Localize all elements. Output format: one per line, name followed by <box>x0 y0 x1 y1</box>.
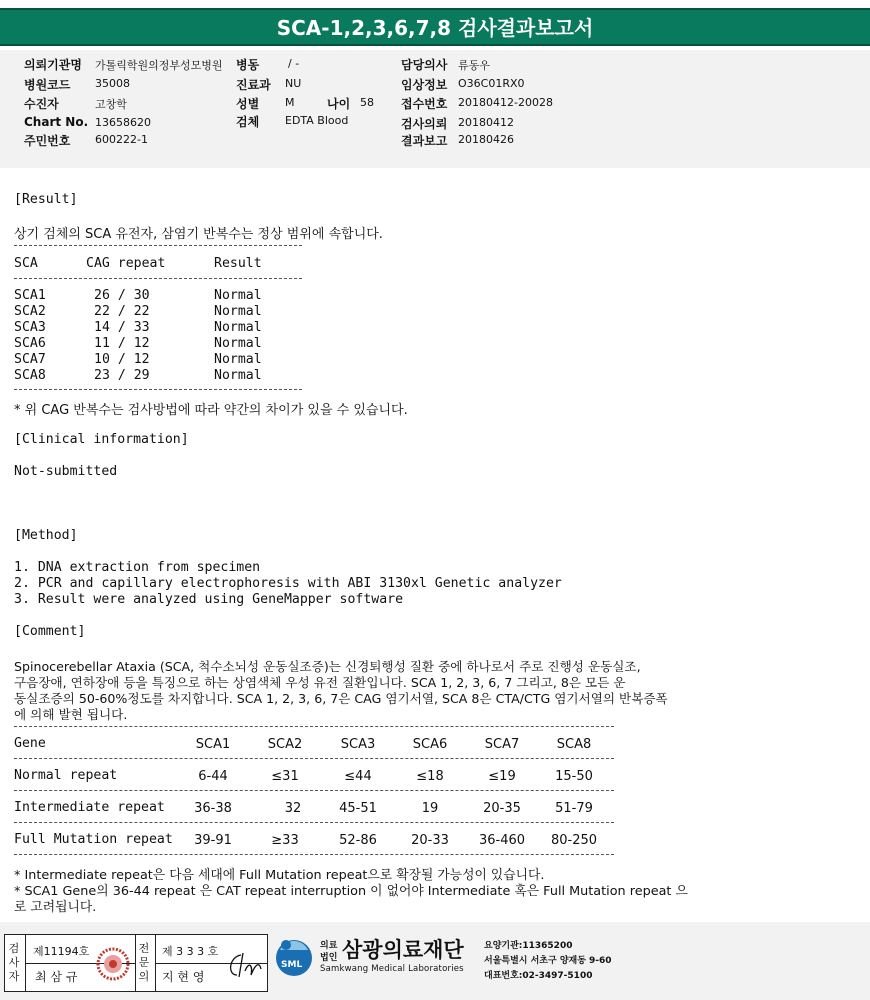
patient-label: 수진자 <box>24 97 59 111</box>
comment-line: 동실조증의 50-60%정도를 차지합니다. SCA 1, 2, 3, 6, 7은 CAG 염기서열, SCA 8은 CTA/CTG 염기서열의 반복증폭 <box>14 691 668 706</box>
result-header-result: Result <box>214 256 262 271</box>
result-status: Normal <box>214 352 262 367</box>
doctor-value: 류동우 <box>458 59 490 72</box>
repeat-value: 51-79 <box>555 801 593 816</box>
repeat-value: ≥33 <box>271 833 299 848</box>
id-value: 600222-1 <box>95 133 148 146</box>
specialist-license: 제 3 3 3 호 <box>162 945 219 958</box>
result-cag: 26 / 30 <box>94 288 150 303</box>
repeat-value: 19 <box>421 801 439 816</box>
request-date-label: 검사의뢰 <box>401 117 448 131</box>
receipt-value: 20180412-20028 <box>458 96 553 109</box>
report-date-value: 20180426 <box>458 133 514 146</box>
result-status: Normal <box>214 336 262 351</box>
clinical-text: Not-submitted <box>14 464 118 479</box>
gene-header-sca2: SCA2 <box>267 737 303 752</box>
hospital-code-value: 35008 <box>95 77 130 90</box>
sml-logo-icon <box>272 934 316 980</box>
result-cag: 14 / 33 <box>94 320 150 335</box>
gene-header-sca1: SCA1 <box>195 737 231 752</box>
comment-note: 로 고려됩니다. <box>14 900 97 915</box>
clinical-info-label: 임상정보 <box>401 78 448 92</box>
repeat-value: 36-38 <box>194 801 232 816</box>
org-prefix-bottom: 법인 <box>320 953 338 963</box>
specimen-label: 검체 <box>236 115 260 129</box>
divider <box>14 790 614 791</box>
result-status: Normal <box>214 320 262 335</box>
comment-note: * Intermediate repeat은 다음 세대에 Full Mutation repeat으로 확장될 가능성이 있습니다. <box>14 868 545 883</box>
contact-code: 요양기관:11365200 <box>484 941 573 951</box>
result-sca: SCA2 <box>14 304 46 319</box>
repeat-value: ≤19 <box>488 769 516 784</box>
repeat-value: 32 <box>284 801 302 816</box>
gene-header-sca6: SCA6 <box>412 737 448 752</box>
repeat-value: 6-44 <box>198 769 228 784</box>
result-note: * 위 CAG 반복수는 검사방법에 따라 약간의 차이가 있을 수 있습니다. <box>14 403 408 418</box>
org-english-name: Samkwang Medical Laboratories <box>320 964 464 974</box>
result-cag: 23 / 29 <box>94 368 150 383</box>
repeat-value: 80-250 <box>550 833 598 848</box>
repeat-row-label: Intermediate repeat <box>14 800 165 815</box>
chart-value: 13658620 <box>95 116 151 129</box>
clinical-heading: [Clinical information] <box>14 432 189 447</box>
repeat-value: ≤31 <box>271 769 299 784</box>
result-cag: 22 / 22 <box>94 304 150 319</box>
result-cag: 10 / 12 <box>94 352 150 367</box>
comment-heading: [Comment] <box>14 624 86 639</box>
requester-label: 의뢰기관명 <box>24 58 82 72</box>
result-header-sca: SCA <box>14 256 38 271</box>
hospital-code-label: 병원코드 <box>24 78 71 92</box>
comment-note: * SCA1 Gene의 36-44 repeat 은 CAT repeat interruption 이 없어야 Intermediate 혹은 Full Mutation repeat 으 <box>14 884 688 899</box>
method-item: 2. PCR and capillary electrophoresis with ABI 3130xl Genetic analyzer <box>14 576 562 591</box>
signature-icon <box>223 949 263 981</box>
gene-header: Gene <box>14 736 46 751</box>
clinical-info-value: O36C01RX0 <box>458 77 525 90</box>
result-status: Normal <box>214 288 262 303</box>
gene-header-sca7: SCA7 <box>484 737 520 752</box>
id-label: 주민번호 <box>24 134 71 148</box>
result-status: Normal <box>214 304 262 319</box>
result-sca: SCA6 <box>14 336 46 351</box>
comment-line: 에 의해 발현 됩니다. <box>14 707 128 722</box>
seal-stamp-icon <box>95 945 131 983</box>
divider <box>14 854 614 855</box>
method-item: 1. DNA extraction from specimen <box>14 560 261 575</box>
gene-header-sca3: SCA3 <box>340 737 376 752</box>
result-status: Normal <box>214 368 262 383</box>
ward-value: / - <box>288 57 300 70</box>
repeat-value: 36-460 <box>478 833 526 848</box>
org-name: 삼광의료재단 <box>342 938 464 962</box>
divider <box>14 245 302 246</box>
result-heading: [Result] <box>14 192 78 207</box>
ward-label: 병동 <box>236 58 260 72</box>
org-prefix-top: 의료 <box>320 941 338 951</box>
repeat-value: 15-50 <box>555 769 593 784</box>
result-sca: SCA3 <box>14 320 46 335</box>
result-sca: SCA8 <box>14 368 46 383</box>
doctor-label: 담당의사 <box>401 58 448 72</box>
chart-label: Chart No. <box>24 115 89 129</box>
dept-label: 진료과 <box>236 78 271 92</box>
receipt-label: 접수번호 <box>401 97 448 111</box>
repeat-value: 20-35 <box>483 801 521 816</box>
age-label: 나이 <box>327 97 351 111</box>
patient-value: 고창학 <box>95 98 127 111</box>
specimen-value: EDTA Blood <box>285 114 349 127</box>
repeat-value: 20-33 <box>411 833 449 848</box>
repeat-value: ≤44 <box>344 769 372 784</box>
sex-value: M <box>285 96 295 109</box>
divider <box>14 726 614 727</box>
examiner-vertical-label: 검사자 <box>8 942 20 983</box>
requester-value: 가톨릭학원의정부성모병원 <box>95 59 223 72</box>
divider <box>135 935 136 991</box>
contact-address: 서울특별시 서초구 양재동 9-60 <box>484 956 612 966</box>
comment-line: Spinocerebellar Ataxia (SCA, 척수소뇌성 운동실조증)는 신경퇴행성 질환 중에 하나로서 주로 진행성 운동실조, <box>14 659 641 674</box>
sex-label: 성별 <box>236 97 260 111</box>
method-heading: [Method] <box>14 528 78 543</box>
method-item: 3. Result were analyzed using GeneMapper software <box>14 592 404 607</box>
divider <box>14 822 614 823</box>
logo-text: SML <box>281 960 303 970</box>
examiner-license: 제11194호 <box>33 945 90 958</box>
repeat-value: ≤18 <box>416 769 444 784</box>
examiner-name: 최 삼 규 <box>35 970 78 984</box>
result-summary: 상기 검체의 SCA 유전자, 삼염기 반복수는 정상 범위에 속합니다. <box>14 227 383 242</box>
report-title: SCA-1,2,3,6,7,8 검사결과보고서 <box>0 8 870 46</box>
age-value: 58 <box>360 96 374 109</box>
repeat-row-label: Full Mutation repeat <box>14 832 173 847</box>
contact-phone: 대표번호:02-3497-5100 <box>484 971 593 981</box>
result-sca: SCA1 <box>14 288 46 303</box>
result-sca: SCA7 <box>14 352 46 367</box>
dept-value: NU <box>285 77 302 90</box>
patient-info-panel <box>0 50 870 168</box>
request-date-value: 20180412 <box>458 116 514 129</box>
divider <box>14 278 302 279</box>
repeat-value: 52-86 <box>339 833 377 848</box>
result-header-cag: CAG repeat <box>86 256 166 271</box>
specialist-name: 지 현 영 <box>162 970 205 984</box>
specialist-vertical-label: 전문의 <box>138 942 150 983</box>
result-cag: 11 / 12 <box>94 336 150 351</box>
comment-line: 구음장애, 연하장애 등을 특징으로 하는 상염색체 우성 유전 질환입니다. SCA 1, 2, 3, 6, 7 그리고, 8은 모든 운 <box>14 675 626 690</box>
gene-header-sca8: SCA8 <box>556 737 592 752</box>
repeat-row-label: Normal repeat <box>14 768 118 783</box>
report-date-label: 결과보고 <box>401 134 448 148</box>
repeat-value: 45-51 <box>339 801 377 816</box>
signature-box <box>4 934 268 992</box>
repeat-value: 39-91 <box>194 833 232 848</box>
divider <box>14 758 614 759</box>
divider <box>14 389 302 390</box>
